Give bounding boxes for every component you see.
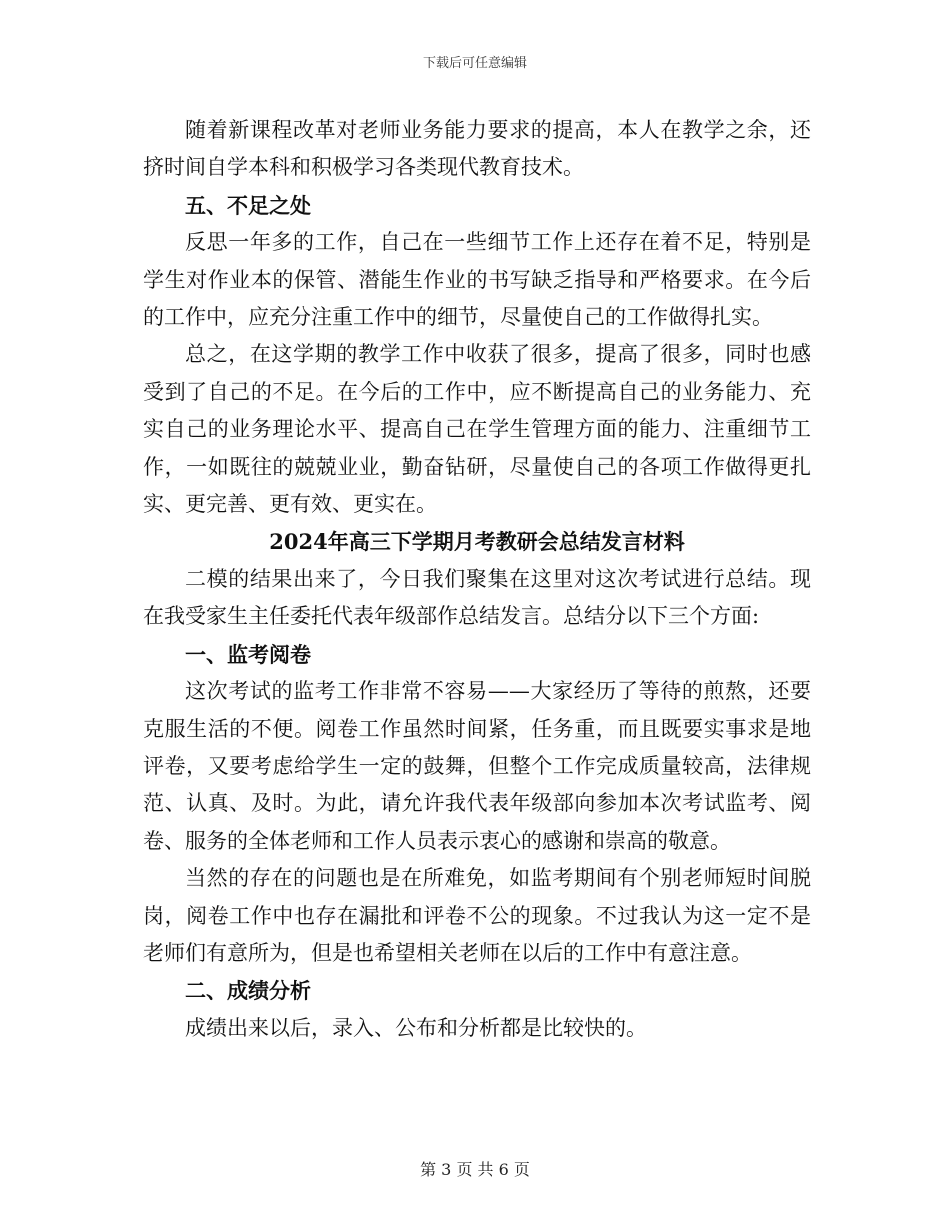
- page-number: 第 3 页 共 6 页: [420, 1160, 530, 1179]
- document-body: [143, 112, 811, 1047]
- paragraph: 当然的存在的问题也是在所难免，如监考期间有个别老师短时间脱岗，阅卷工作中也存在漏批和评卷不公的现象。不过我认为这一定不是老师们有意所为，但是也希望相关老师在以后的工作中有意注意。: [143, 866, 811, 965]
- paragraph: 二模的结果出来了，今日我们聚集在这里对这次考试进行总结。现在我受家生主任委托代表年级部作总结发言。总结分以下三个方面:: [143, 566, 811, 629]
- paragraph: 总之，在这学期的教学工作中收获了很多，提高了很多，同时也感受到了自己的不足。在今后的工作中，应不断提高自己的业务能力、充实自己的业务理论水平、提高自己在学生管理方面的能力、注重细节工作，一如既往的兢兢业业，勤奋钻研，尽量使自己的各项工作做得更扎实、更完善、更有效、更实在。: [143, 342, 811, 517]
- paragraph: 这次考试的监考工作非常不容易——大家经历了等待的煎熬，还要克服生活的不便。阅卷工作虽然时间紧，任务重，而且既要实事求是地评卷，又要考虑给学生一定的鼓舞，但整个工作完成质量较高，法律规范、认真、及时。为此，请允许我代表年级部向参加本次考试监考、阅卷、服务的全体老师和工作人员表示衷心的感谢和崇高的敬意。: [143, 679, 811, 853]
- paragraph: 成绩出来以后，录入、公布和分析都是比较快的。: [185, 1015, 647, 1040]
- section-heading: 二、成绩分析: [185, 978, 311, 1004]
- paragraph: 随着新课程改革对老师业务能力要求的提高，本人在教学之余，还挤时间自学本科和积极学习各类现代教育技术。: [143, 118, 811, 180]
- page-header-note: 下载后可任意编辑: [422, 56, 527, 71]
- paragraph: 反思一年多的工作，自己在一些细节工作上还存在着不足，特别是学生对作业本的保管、潜能生作业的书写缺乏指导和严格要求。在今后的工作中，应充分注重工作中的细节，尽量使自己的工作做得扎实。: [143, 230, 811, 330]
- section-heading: 五、不足之处: [185, 192, 311, 218]
- section-heading: 一、监考阅卷: [185, 641, 311, 667]
- document-title: 2024年高三下学期月考教研会总结发言材料: [269, 529, 685, 555]
